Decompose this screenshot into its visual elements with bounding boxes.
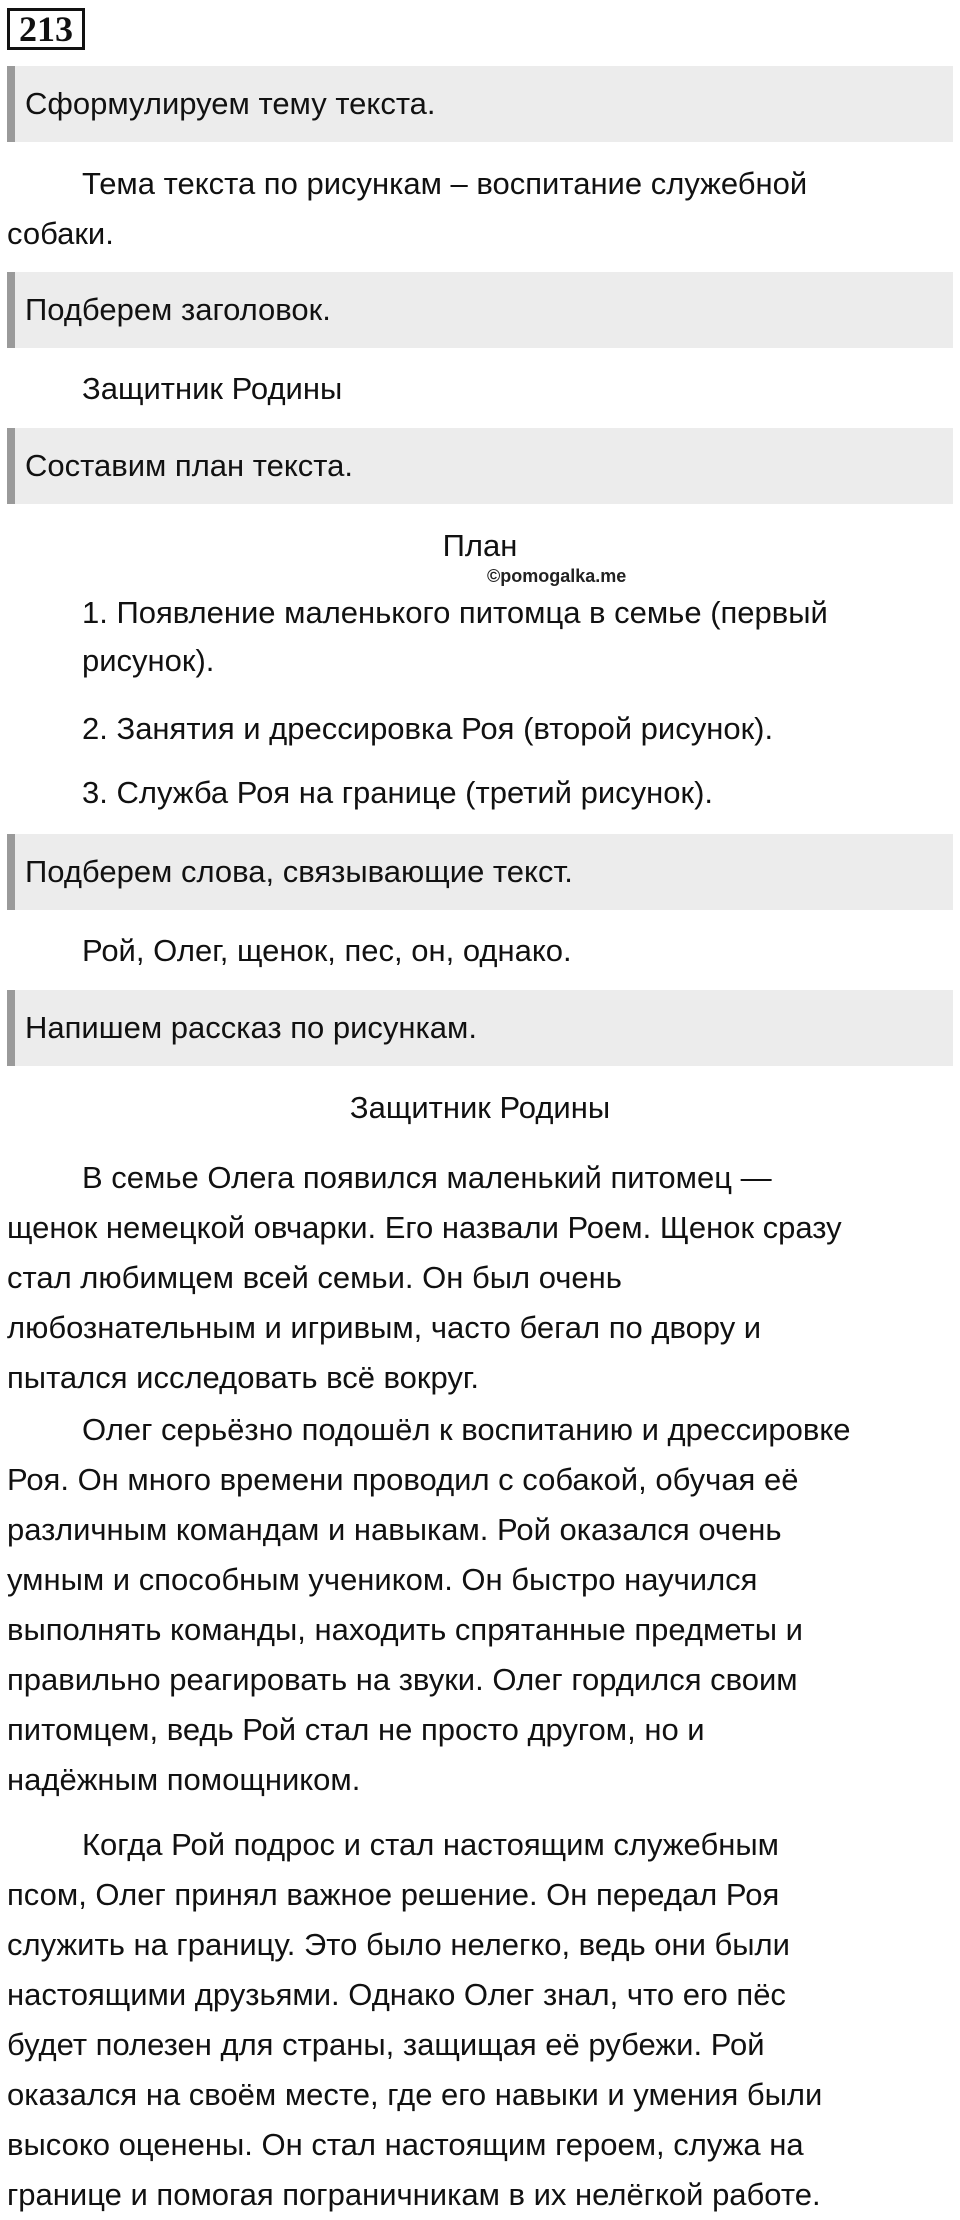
story-line: будет полезен для страны, защищая её рубежи. Рой — [7, 2027, 765, 2062]
story-line: любознательным и игривым, часто бегал по двору и — [7, 1310, 762, 1345]
story-line: пытался исследовать всё вокруг. — [7, 1360, 480, 1395]
story-line: различным командам и навыкам. Рой оказался очень — [7, 1512, 782, 1547]
section-heading-theme — [7, 66, 953, 142]
section-heading-plan — [7, 428, 953, 504]
story-line: Олег серьёзно подошёл к воспитанию и дрессировке — [82, 1412, 851, 1447]
plan-title: План — [442, 528, 518, 563]
story-line: Когда Рой подрос и стал настоящим служебным — [82, 1827, 779, 1862]
task-number-box: 213 — [7, 8, 85, 50]
plan-item-3: 3. Служба Роя на границе (третий рисунок). — [82, 775, 714, 810]
story-title: Защитник Родины — [349, 1090, 611, 1125]
watermark: ©pomogalka.me — [487, 566, 627, 586]
story-line: псом, Олег принял важное решение. Он передал Роя — [7, 1877, 780, 1912]
story-line: питомцем, ведь Рой стал не просто другом, но и — [7, 1712, 705, 1747]
theme-line-2: собаки. — [7, 216, 114, 251]
story-line: стал любимцем всей семьи. Он был очень — [7, 1260, 622, 1295]
story-line: надёжным помощником. — [7, 1762, 361, 1797]
story-line: щенок немецкой овчарки. Его назвали Роем. Щенок сразу — [7, 1210, 842, 1245]
plan-item-2: 2. Занятия и дрессировка Роя (второй рисунок). — [82, 711, 774, 746]
story-line: оказался на своём месте, где его навыки и умения были — [7, 2077, 823, 2112]
linking-words: Рой, Олег, щенок, пес, он, однако. — [82, 933, 572, 968]
chosen-title: Защитник Родины — [82, 371, 343, 406]
section-heading-linking-words — [7, 834, 953, 910]
plan-item-1-line-2: рисунок). — [82, 643, 215, 678]
story-paragraph-3 — [7, 1820, 953, 2220]
story-line: высоко оценены. Он стал настоящим героем, служа на — [7, 2127, 804, 2162]
theme-line-1: Тема текста по рисункам – воспитание служебной — [82, 166, 808, 201]
section-heading-title — [7, 272, 953, 348]
story-line: настоящими друзьями. Однако Олег знал, что его пёс — [7, 1977, 786, 2012]
story-line: правильно реагировать на звуки. Олег гордился своим — [7, 1662, 798, 1697]
section-heading-text: Сформулируем тему текста. — [25, 86, 436, 121]
section-heading-text: Подберем заголовок. — [25, 292, 331, 327]
story-paragraph-1 — [7, 1153, 953, 1403]
story-line: умным и способным учеником. Он быстро научился — [7, 1562, 758, 1597]
section-heading-text: Составим план текста. — [25, 448, 353, 483]
plan-item-1-line-1: 1. Появление маленького питомца в семье (первый — [82, 595, 828, 630]
section-heading-text: Напишем рассказ по рисункам. — [25, 1010, 477, 1045]
story-line: служить на границу. Это было нелегко, ведь они были — [7, 1927, 790, 1962]
section-heading-text: Подберем слова, связывающие текст. — [25, 854, 573, 889]
story-line: В семье Олега появился маленький питомец — — [82, 1160, 772, 1195]
story-paragraph-2 — [7, 1405, 953, 1805]
section-heading-story — [7, 990, 953, 1066]
story-line: границе и помогая пограничникам в их нелёгкой работе. — [7, 2177, 821, 2212]
story-line: Роя. Он много времени проводил с собакой, обучая её — [7, 1462, 799, 1497]
story-line: выполнять команды, находить спрятанные предметы и — [7, 1612, 803, 1647]
